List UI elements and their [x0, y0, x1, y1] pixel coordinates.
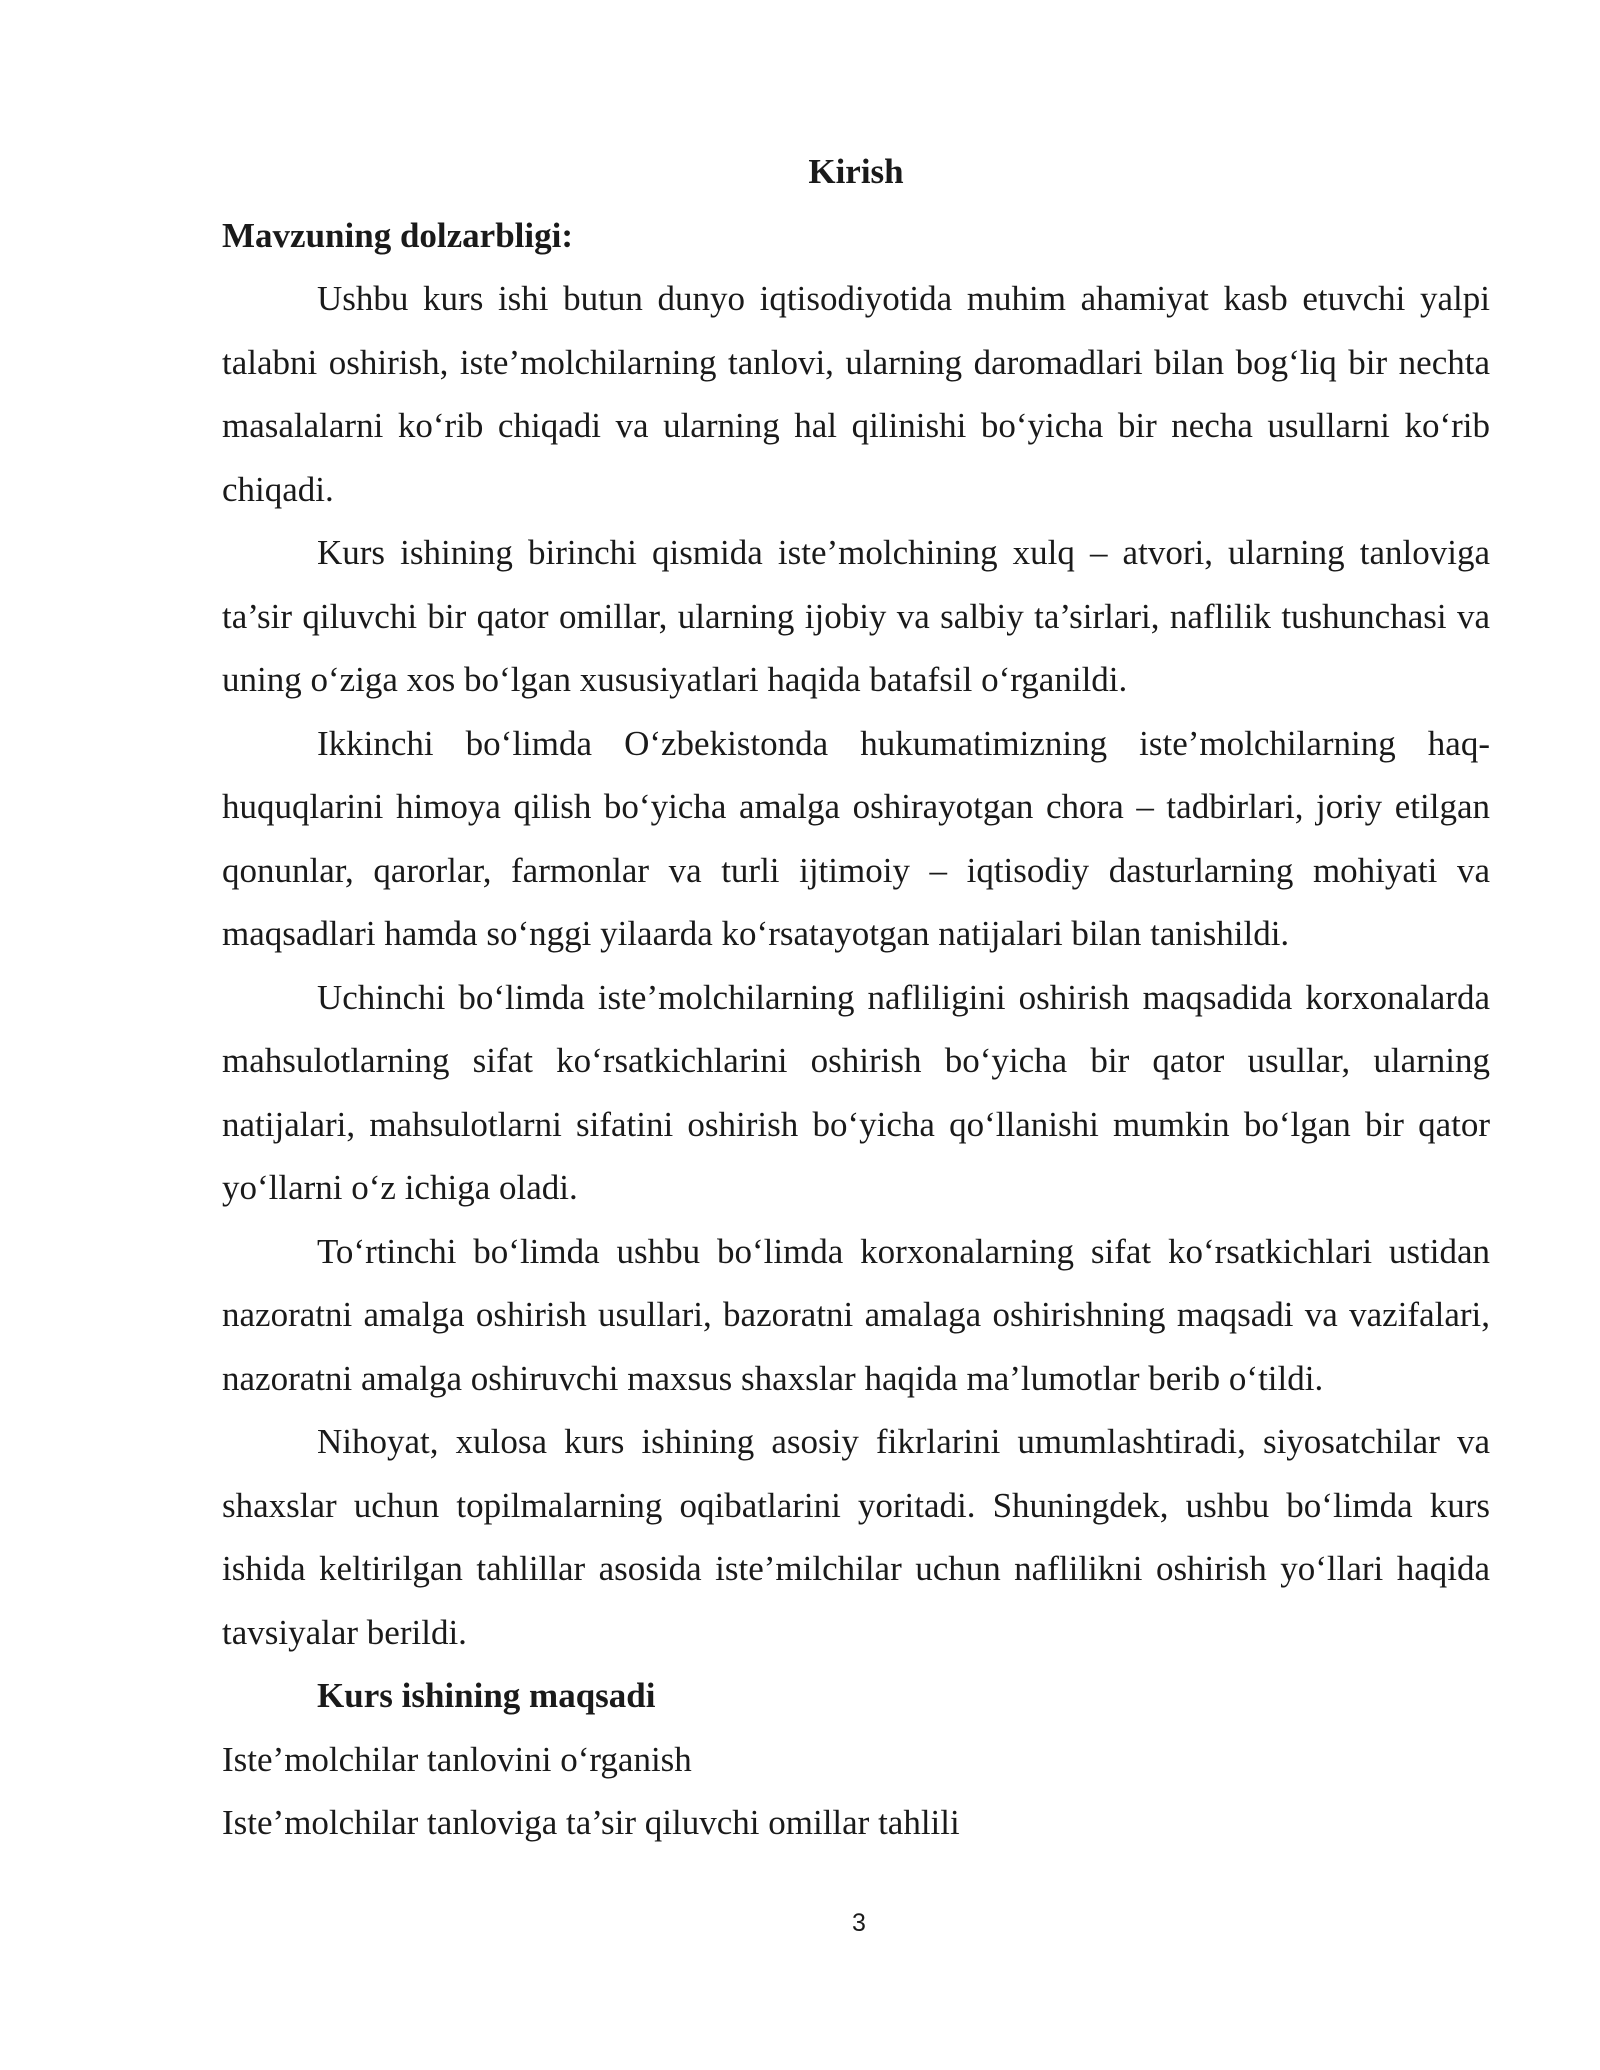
page-number: 3: [852, 1909, 866, 1937]
paragraph-first-part: Kurs ishining birinchi qismida iste’molchining xulq – atvori, ularning tanloviga ta’sir qiluvchi bir qator omillar, ularning ijobiy va salbiy ta’sirlari, naflilik tushunchasi va uning o‘ziga xos bo‘lgan xususiyatlari haqida batafsil o‘rganildi.: [222, 533, 1490, 699]
paragraph-conclusion: Nihoyat, xulosa kurs ishining asosiy fikrlarini umumlashtiradi, siyosatchilar va shaxslar uchun topilmalarning oqibatlarini yoritadi. Shuningdek, ushbu bo‘limda kurs ishida keltirilgan tahlillar asosida iste’milchilar uchun naflilikni oshirish yo‘llari haqida tavsiyalar berildi.: [222, 1422, 1490, 1652]
document-page: [222, 140, 1490, 1855]
relevance-heading: Mavzuning dolzarbligi:: [222, 215, 573, 255]
goal-item: Iste’molchilar tanloviga ta’sir qiluvchi omillar tahlili: [222, 1803, 960, 1842]
paragraph-second-section: Ikkinchi bo‘limda O‘zbekistonda hukumatimizning iste’molchilarning haq-huquqlarini himoya qilish bo‘yicha amalga oshirayotgan chora – tadbirlari, joriy etilgan qonunlar, qarorlar, farmonlar va turli ijtimoiy – iqtisodiy dasturlarning mohiyati va maqsadlari hamda so‘nggi yilaarda ko‘rsatayotgan natijalari bilan tanishildi.: [222, 723, 1490, 953]
paragraph-intro: Ushbu kurs ishi butun dunyo iqtisodiyotida muhim ahamiyat kasb etuvchi yalpi talabni oshirish, iste’molchilarning tanlovi, ularning daromadlari bilan bog‘liq bir nechta masalalarni ko‘rib chiqadi va ularning hal qilinishi bo‘yicha bir necha usullarni ko‘rib chiqadi.: [222, 279, 1490, 509]
document-title: Kirish: [808, 152, 904, 191]
goal-item: Iste’molchilar tanlovini o‘rganish: [222, 1739, 692, 1779]
paragraph-third-section: Uchinchi bo‘limda iste’molchilarning nafliligini oshirish maqsadida korxonalarda mahsulotlarning sifat ko‘rsatkichlarini oshirish bo‘yicha bir qator usullar, ularning natijalari, mahsulotlarni sifatini oshirish bo‘yicha qo‘llanishi mumkin bo‘lgan bir qator yo‘llarni o‘z ichiga oladi.: [222, 977, 1490, 1207]
paragraph-fourth-section: To‘rtinchi bo‘limda ushbu bo‘limda korxonalarning sifat ko‘rsatkichlari ustidan nazoratni amalga oshirish usullari, bazoratni amalaga oshirishning maqsadi va vazifalari, nazoratni amalga oshiruvchi maxsus shaxslar haqida ma’lumotlar berib o‘tildi.: [222, 1231, 1490, 1398]
goal-heading: Kurs ishining maqsadi: [317, 1676, 656, 1715]
